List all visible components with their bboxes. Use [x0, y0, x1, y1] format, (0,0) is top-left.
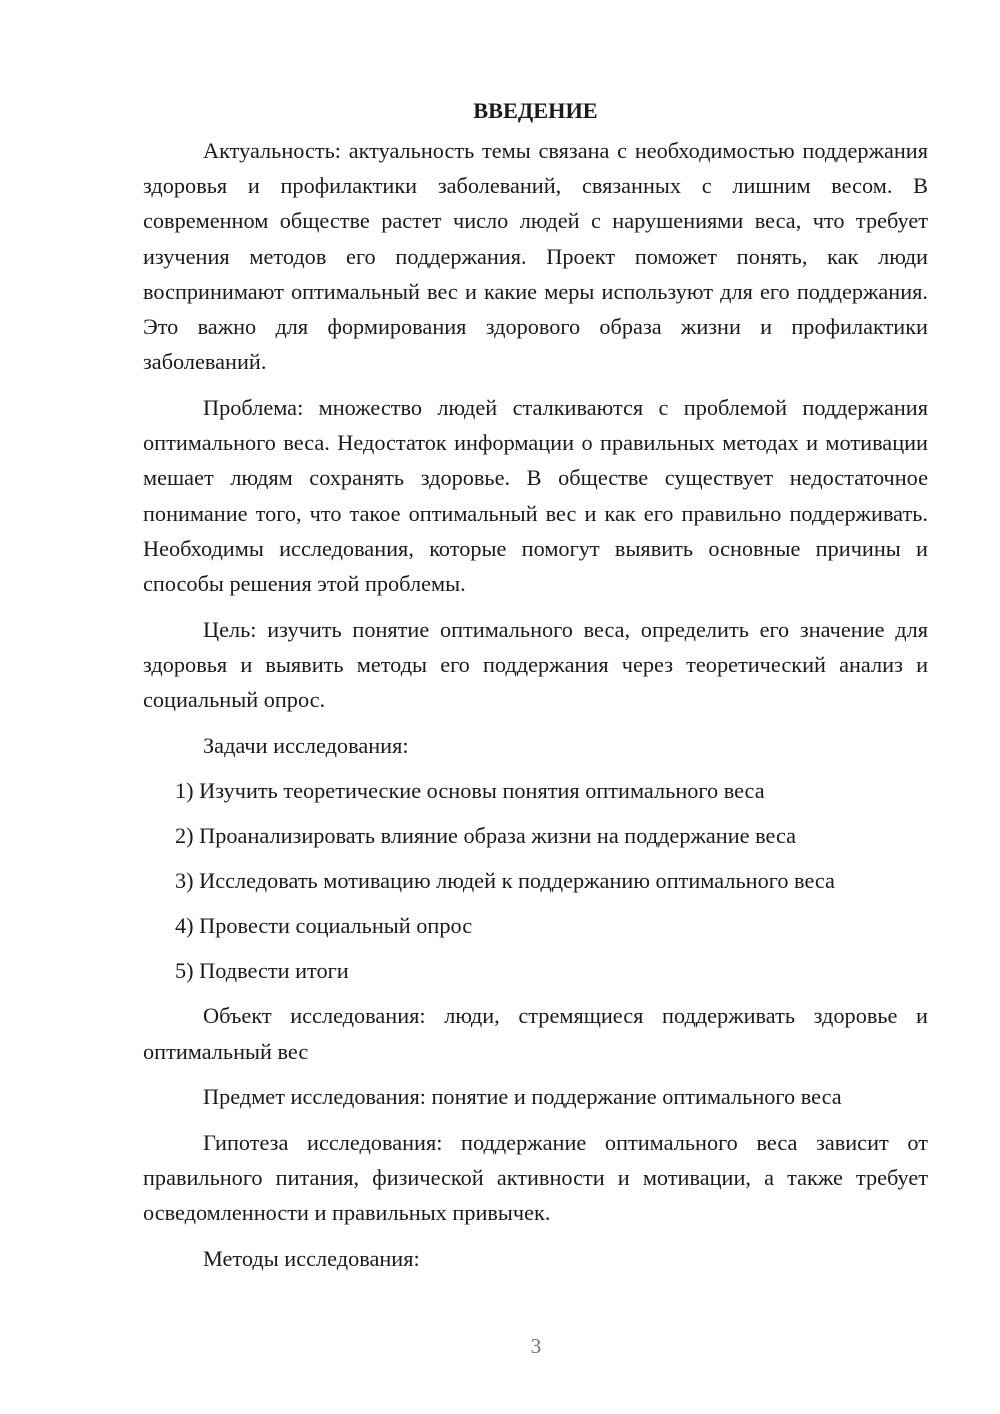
tasks-heading: Задачи исследования:	[203, 732, 409, 758]
task-item: 2) Проанализировать влияние образа жизни на поддержание веса	[175, 823, 797, 849]
methods-heading: Методы исследования:	[203, 1245, 420, 1271]
object-paragraph: Объект исследования: люди, стремящиеся поддерживать здоровье и оптимальный вес	[143, 1003, 928, 1064]
hypothesis-paragraph: Гипотеза исследования: поддержание оптимального веса зависит от правильного питания, физической активности и мотивации, а также требует осведомленности и правильных привычек.	[143, 1129, 928, 1225]
task-item: 1) Изучить теоретические основы понятия оптимального веса	[175, 777, 765, 803]
relevance-paragraph: Актуальность: актуальность темы связана с необходимостью поддержания здоровья и профилактики заболеваний, связанных с лишним весом. В современном обществе растет число людей с нарушениями веса, что требует изучения методов его поддержания. Проект поможет понять, как люди воспринимают оптимальный вес и какие меры используют для его поддержания. Это важно для формирования здорового образа жизни и профилактики заболеваний.	[143, 138, 928, 375]
page-number: 3	[530, 1334, 542, 1358]
subject-paragraph: Предмет исследования: понятие и поддержание оптимального веса	[203, 1084, 842, 1110]
document-page	[143, 92, 928, 1286]
goal-paragraph: Цель: изучить понятие оптимального веса, определить его значение для здоровья и выявить методы его поддержания через теоретический анализ и социальный опрос.	[143, 616, 928, 713]
task-item: 5) Подвести итоги	[175, 958, 349, 984]
problem-paragraph: Проблема: множество людей сталкиваются с проблемой поддержания оптимального веса. Недостаток информации о правильных методах и мотивации мешает людям сохранять здоровье. В обществе существует недостаточное понимание того, что такое оптимальный вес и как его правильно поддерживать. Необходимы исследования, которые помогут выявить основные причины и способы решения этой проблемы.	[143, 394, 928, 596]
task-item: 4) Провести социальный опрос	[175, 913, 473, 939]
task-item: 3) Исследовать мотивацию людей к поддержанию оптимального веса	[175, 868, 835, 894]
tasks-list	[143, 773, 928, 989]
page-title: ВВЕДЕНИЕ	[473, 98, 598, 123]
